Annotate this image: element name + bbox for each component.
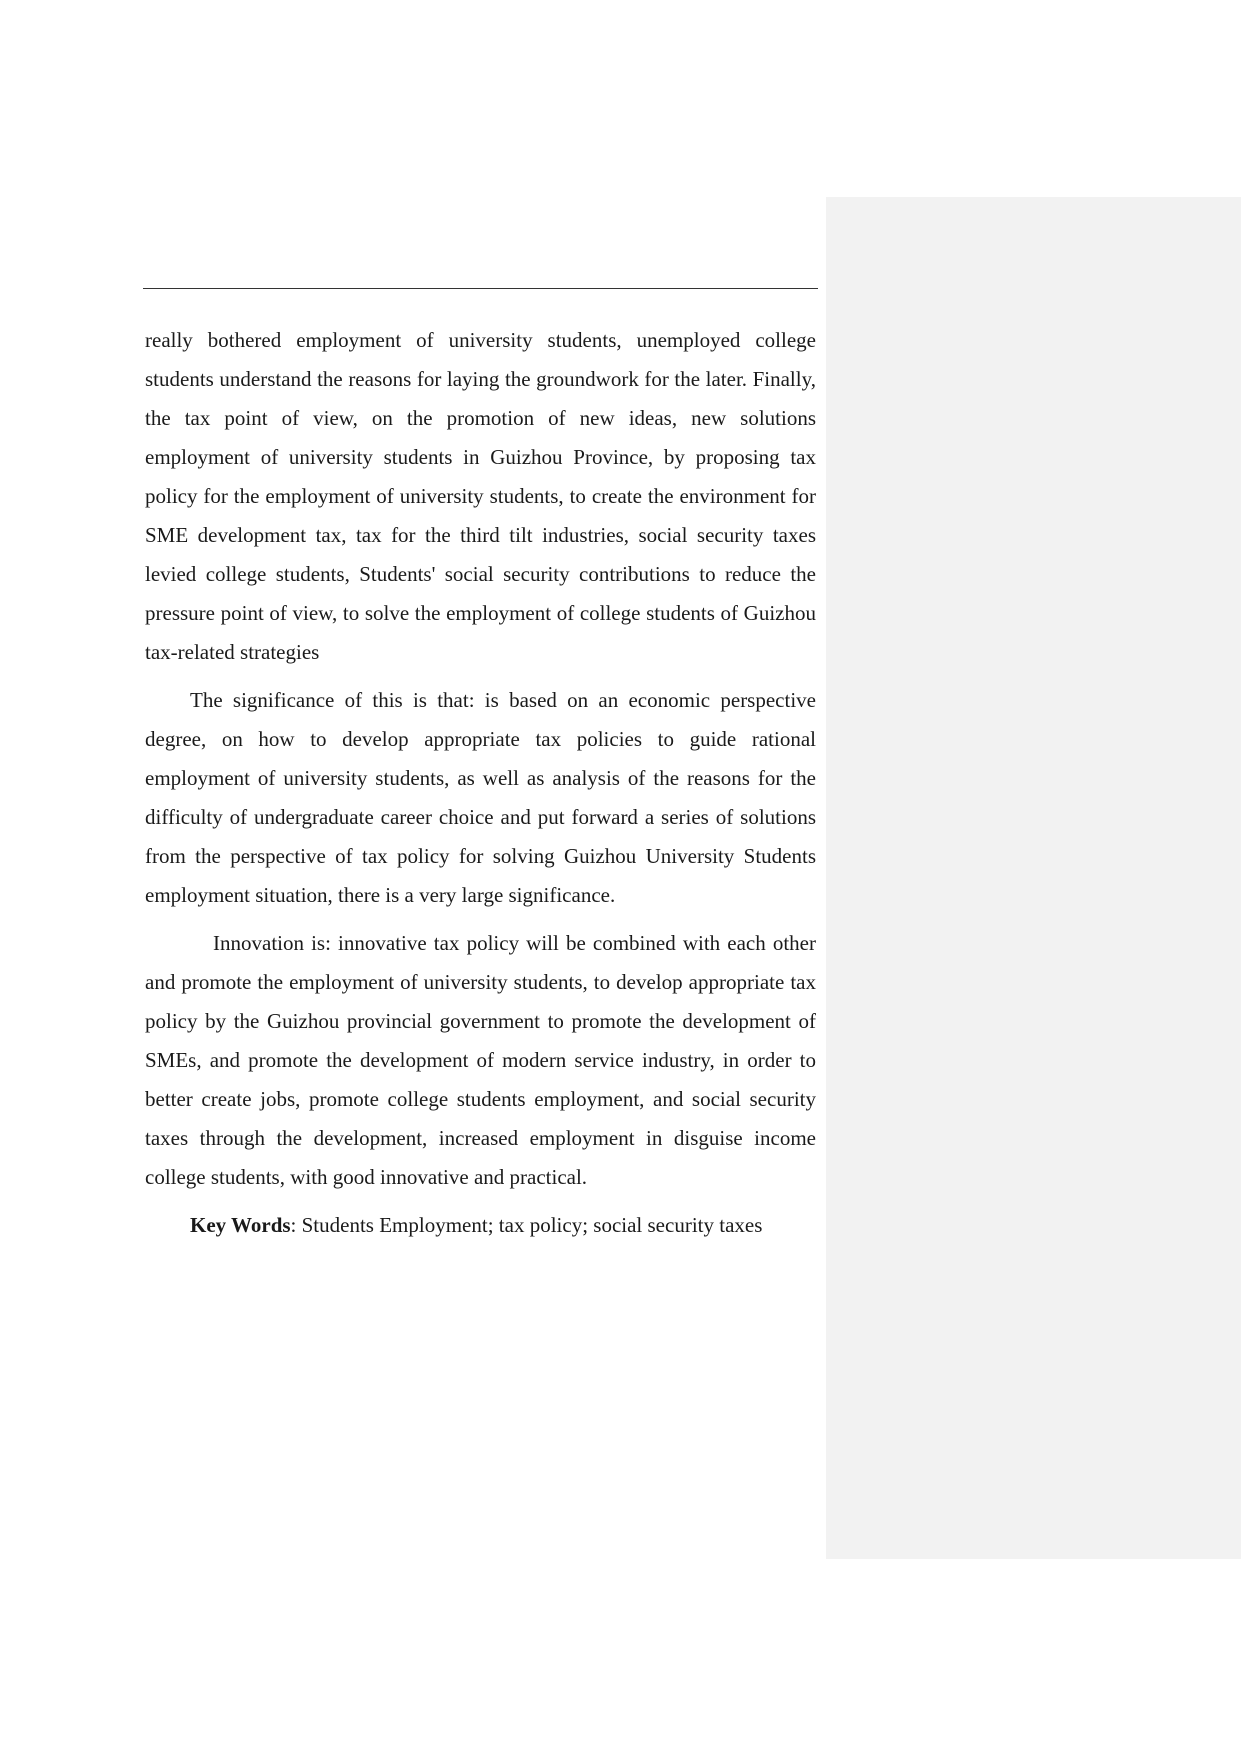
keywords-label: Key Words	[190, 1213, 291, 1237]
document-body	[145, 321, 816, 1245]
comment-pane	[826, 197, 1241, 1559]
paragraph-continuation: really bothered employment of university students, unemployed college students understand the reasons for laying the groundwork for the later. Finally, the tax point of view, on the promotion of new ideas, new solutions employment of university students in Guizhou Province, by proposing tax policy for the employment of university students, to create the environment for SME development tax, tax for the third tilt industries, social security taxes levied college students, Students' social security contributions to reduce the pressure point of view, to solve the employment of college students of Guizhou tax-related strategies	[145, 328, 816, 664]
paragraph-significance: The significance of this is that: is based on an economic perspective degree, on how to develop appropriate tax policies to guide rational employment of university students, as well as analysis of the reasons for the difficulty of undergraduate career choice and put forward a series of solutions from the perspective of tax policy for solving Guizhou University Students employment situation, there is a very large significance.	[145, 688, 816, 907]
keywords-line	[145, 1206, 816, 1245]
paragraph-innovation: Innovation is: innovative tax policy will be combined with each other and promote the employment of university students, to develop appropriate tax policy by the Guizhou provincial government to promote the development of SMEs, and promote the development of modern service industry, in order to better create jobs, promote college students employment, and social security taxes through the development, increased employment in disguise income college students, with good innovative and practical.	[145, 931, 816, 1189]
header-rule	[143, 288, 818, 289]
keywords-text: : Students Employment; tax policy; social security taxes	[290, 1213, 763, 1237]
